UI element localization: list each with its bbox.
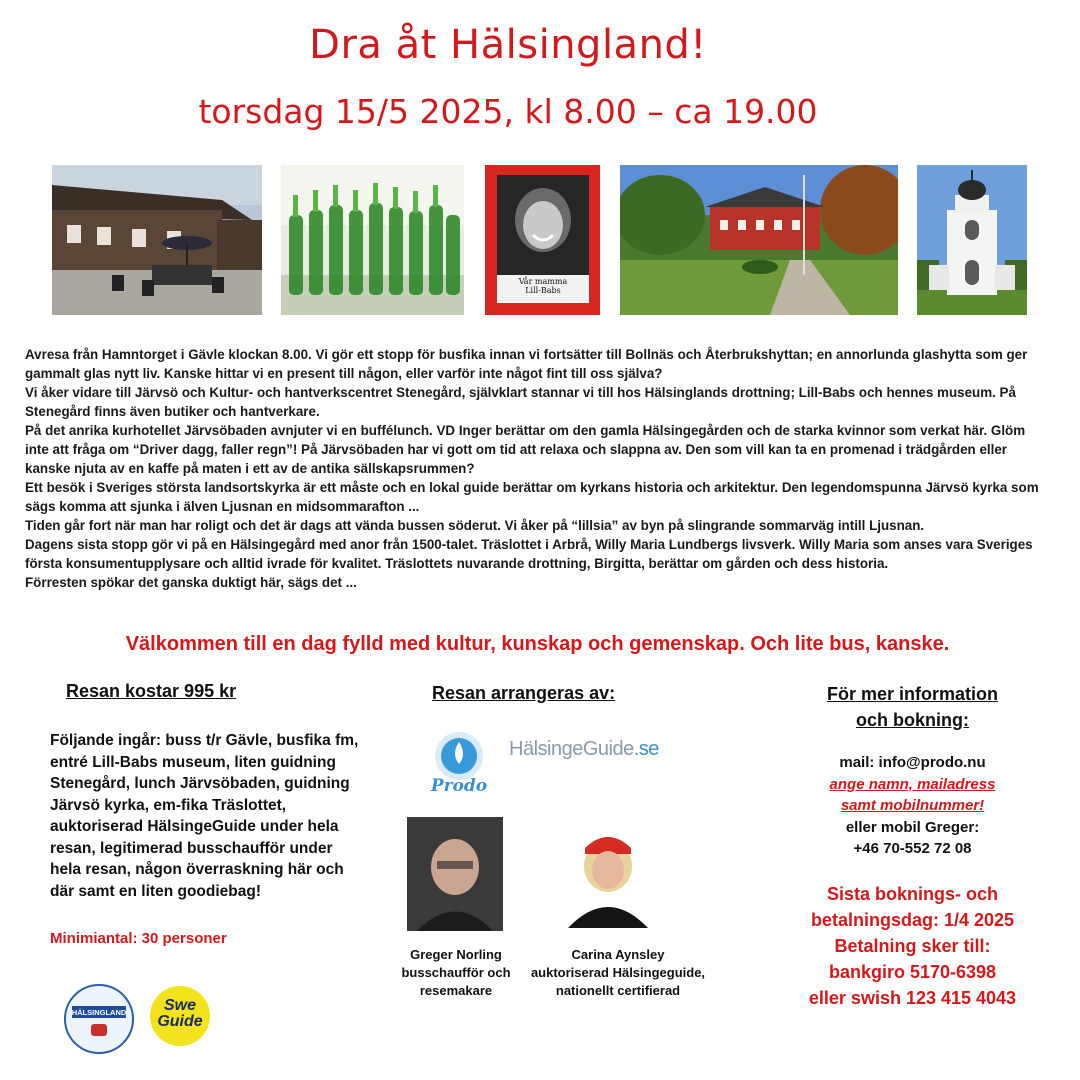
sweguide-badge xyxy=(150,986,210,1046)
payment-info xyxy=(790,881,1035,1011)
page-title: Dra åt Hälsingland! xyxy=(309,22,707,68)
greger-role-1: busschaufför och xyxy=(401,965,511,980)
description-paragraph: Dagens sista stopp gör vi på en Hälsingegård med anor från 1500-talet. Träslottet i Arbrå, Willy Maria Lundbergs livsverk. Willy Maria som anses vara Sveriges första konsumentupplysare och alltid ivrade för kvalitet. Träslottets nuvarande drottning, Birgitta, berättar om gården och dess historia. xyxy=(25,537,1033,571)
contact-note-1: ange namn, mailadress xyxy=(829,775,996,793)
greger-caption xyxy=(386,946,526,1000)
bankgiro: bankgiro 5170-6398 xyxy=(828,962,997,982)
description-paragraph: På det anrika kurhotellet Järvsöbaden avnjuter vi en buffélunch. VD Inger berättar om den gamla Hälsingegården och de starka kvinnor som verkat här. Glöm inte att fråga om “Driver dagg, faller regn”! På Järvsöbaden har vi gott om tid att relaxa och slappna av. Den som vill kan ta en promenad i trädgården eller kanske njuta av en kaffe på maten i ett av de antika sällskapsrummen? xyxy=(25,423,1026,476)
contact-heading-line-2: och bokning: xyxy=(856,710,969,730)
contact-heading-line-1: För mer information xyxy=(826,684,998,704)
green-bottles-photo xyxy=(281,165,464,315)
halsingland-badge-text: HÄLSINGLAND xyxy=(71,1008,127,1017)
halsingeguide-logo-suffix: .se xyxy=(633,738,659,760)
halsingeguide-logo xyxy=(509,738,659,761)
manor-house-photo xyxy=(620,165,898,315)
swish: eller swish 123 415 4043 xyxy=(808,988,1017,1008)
contact-mobile[interactable]: +46 70-552 72 08 xyxy=(853,840,972,857)
deadline-line-1: Sista boknings- och xyxy=(826,884,999,904)
organizer-heading: Resan arrangeras av: xyxy=(432,683,616,703)
sweguide-text-2: Guide xyxy=(157,1013,203,1030)
trip-description xyxy=(25,345,1040,592)
carina-role-1: auktoriserad Hälsingeguide, xyxy=(530,965,706,980)
description-paragraph: Tiden går fort när man har roligt och det är dags att vända bussen söderut. Vi åker på “lillsia” av byn på slingrande sommarväg intill Ljusnan. xyxy=(25,518,925,533)
description-paragraph: Avresa från Hamntorget i Gävle klockan 8.00. Vi gör ett stopp för busfika innan vi fortsätter till Bollnäs och Återbrukshyttan; en annorlunda glashytta som ger gammalt glas nytt liv. Kanske hittar vi en present till någon, eller varför inte något fint till oss själva? xyxy=(25,347,1028,381)
wooden-building-photo xyxy=(52,165,262,315)
payment-label: Betalning sker till: xyxy=(834,936,991,956)
description-paragraph: Förresten spökar det ganska duktigt här, sägs det ... xyxy=(25,575,357,590)
carina-photo xyxy=(563,826,653,928)
contact-details xyxy=(790,752,1035,860)
greger-name: Greger Norling xyxy=(410,947,502,962)
greger-photo xyxy=(407,817,503,931)
welcome-line: Välkommen till en dag fylld med kultur, kunskap och gemenskap. Och lite bus, kanske. xyxy=(125,633,950,655)
halsingeguide-logo-main: HälsingeGuide xyxy=(509,738,634,760)
price-includes: Följande ingår: buss t/r Gävle, busfika fm, entré Lill-Babs museum, liten guidning Stenegård, lunch Järvsöbaden, guidning Järvsö kyrka, em-fika Träslottet, auktoriserad HälsingeGuide under hela resan, legitimerad busschaufför under hela resan, någon överraskning här och där samt en liten goodiebag! xyxy=(50,732,359,900)
halsingland-badge xyxy=(64,984,134,1054)
carina-role-2: nationellt certifierad xyxy=(555,983,681,998)
date-subtitle: torsdag 15/5 2025, kl 8.00 – ca 19.00 xyxy=(198,92,818,131)
book-title: Vår mamma xyxy=(518,277,568,286)
greger-role-2: resemakare xyxy=(419,983,493,998)
description-paragraph: Ett besök i Sveriges största landsortskyrka är ett måste och en lokal guide berättar om kyrkans historia och arkitektur. Den legendomspunna Järvsö kyrka som sägs komma att sjunka i älven Ljusnan en midsommarafton ... xyxy=(25,480,1039,514)
contact-note-2: samt mobilnummer! xyxy=(840,797,985,814)
minimum-participants: Minimiantal: 30 personer xyxy=(50,930,227,947)
carina-name: Carina Aynsley xyxy=(571,947,665,962)
deadline-line-2: betalningsdag: 1/4 2025 xyxy=(810,910,1015,930)
carina-caption xyxy=(518,946,718,1000)
price-heading: Resan kostar 995 kr xyxy=(66,681,237,701)
book-name: Lill-Babs xyxy=(525,286,561,295)
prodo-logo-text: Prodo xyxy=(430,776,488,796)
sweguide-text-1: Swe xyxy=(163,997,196,1014)
book-cover-photo xyxy=(485,165,600,315)
prodo-logo xyxy=(425,728,493,798)
contact-mobile-label: eller mobil Greger: xyxy=(845,818,980,836)
church-photo xyxy=(917,165,1027,315)
contact-mail[interactable]: mail: info@prodo.nu xyxy=(839,754,986,771)
contact-heading xyxy=(790,681,1035,733)
description-paragraph: Vi åker vidare till Järvsö och Kultur- och hantverkscentret Stenegård, självklart stannar vi till hos Hälsinglands drottning; Lill-Babs och hennes museum. På Stenegård finns även butiker och hantverkare. xyxy=(25,385,1016,419)
